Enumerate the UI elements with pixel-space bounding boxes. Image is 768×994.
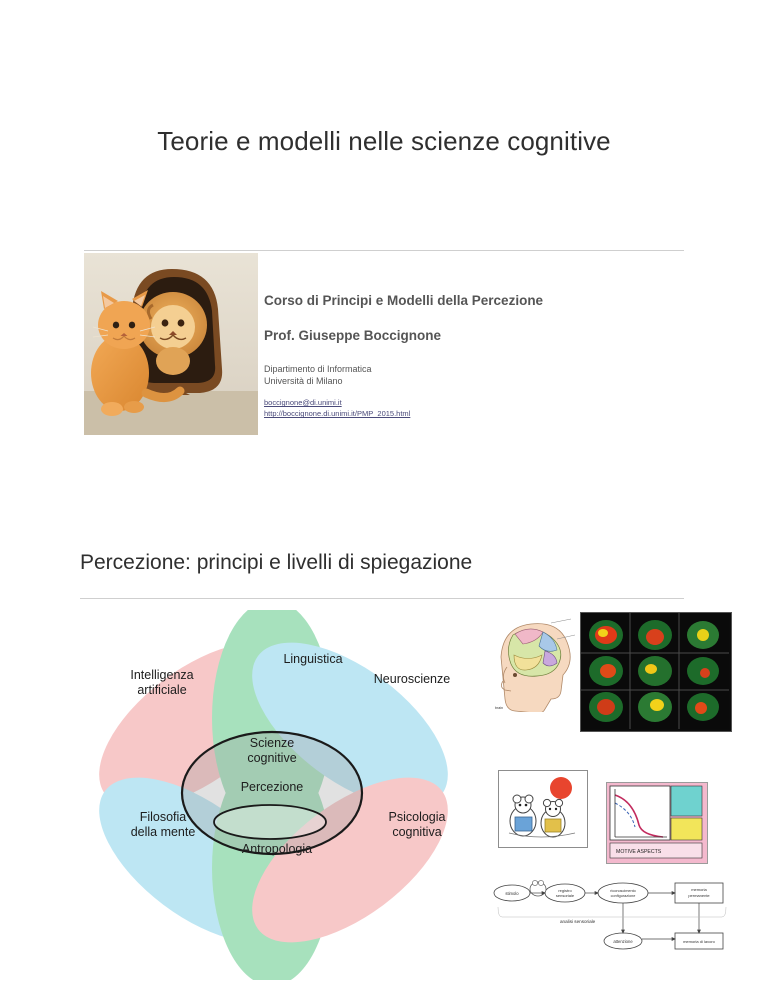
svg-text:permanente: permanente [688, 893, 710, 898]
pet-scan-grid [580, 612, 732, 732]
department-info [264, 363, 704, 387]
divider-rule-top [84, 250, 684, 251]
venn-label-percezione: Percezione [240, 780, 304, 794]
venn-label-antropologia: Antropologia [241, 842, 313, 856]
svg-text:memoria: memoria [691, 887, 707, 892]
email-link[interactable]: boccignone@di.unimi.it [264, 398, 342, 408]
university-line: Università di Milano [264, 376, 343, 387]
brain-lateral-diagram [495, 617, 580, 712]
mice-balloon-cartoon [498, 770, 588, 848]
svg-text:registro: registro [558, 888, 572, 893]
slide2-title: Percezione: principi e livelli di spiegazione [80, 551, 473, 574]
svg-text:brain: brain [495, 706, 503, 710]
venn-label-psicologia-cognitiva: Psicologia cognitiva [388, 810, 446, 840]
divider-rule-slide2 [80, 598, 684, 599]
svg-text:configurazione: configurazione [610, 894, 636, 898]
venn-label-linguistica: Linguistica [283, 652, 343, 666]
venn-label-filosofia-della-mente: Filosofia della mente [130, 810, 196, 840]
venn-label-neuroscienze: Neuroscienze [373, 672, 451, 686]
svg-text:analisi sensoriale: analisi sensoriale [560, 919, 596, 924]
svg-text:MOTIVE ASPECTS: MOTIVE ASPECTS [616, 849, 662, 855]
course-name: Corso di Principi e Modelli della Percezione [264, 293, 544, 308]
professor-name: Prof. Giuseppe Boccignone [264, 328, 442, 343]
website-link[interactable]: http://boccignone.di.unimi.it/PMP_2015.html [264, 409, 411, 419]
contact-links [264, 398, 704, 420]
svg-text:riconoscimento: riconoscimento [610, 889, 636, 893]
svg-text:stimolo: stimolo [505, 891, 519, 896]
svg-text:sensoriale: sensoriale [555, 893, 575, 898]
page-title: Teorie e modelli nelle scienze cognitive [157, 126, 611, 156]
svg-text:attenzione: attenzione [613, 939, 633, 944]
venn-label-scienze-cognitive: Scienze cognitive [247, 736, 297, 766]
course-info-block [264, 293, 704, 420]
department-line-1: Dipartimento di Informatica [264, 364, 372, 374]
svg-text:memoria di lavoro: memoria di lavoro [683, 939, 715, 944]
venn-label-intelligenza-artificiale: Intelligenza artificiale [130, 668, 194, 698]
kitten-mirror-photo [84, 253, 258, 435]
figure-collage [490, 610, 760, 980]
cognitive-flow-diagram [490, 875, 735, 957]
psychophysics-graph [606, 782, 708, 864]
slide-perception-overview [0, 500, 768, 994]
venn-diagram [62, 610, 482, 980]
